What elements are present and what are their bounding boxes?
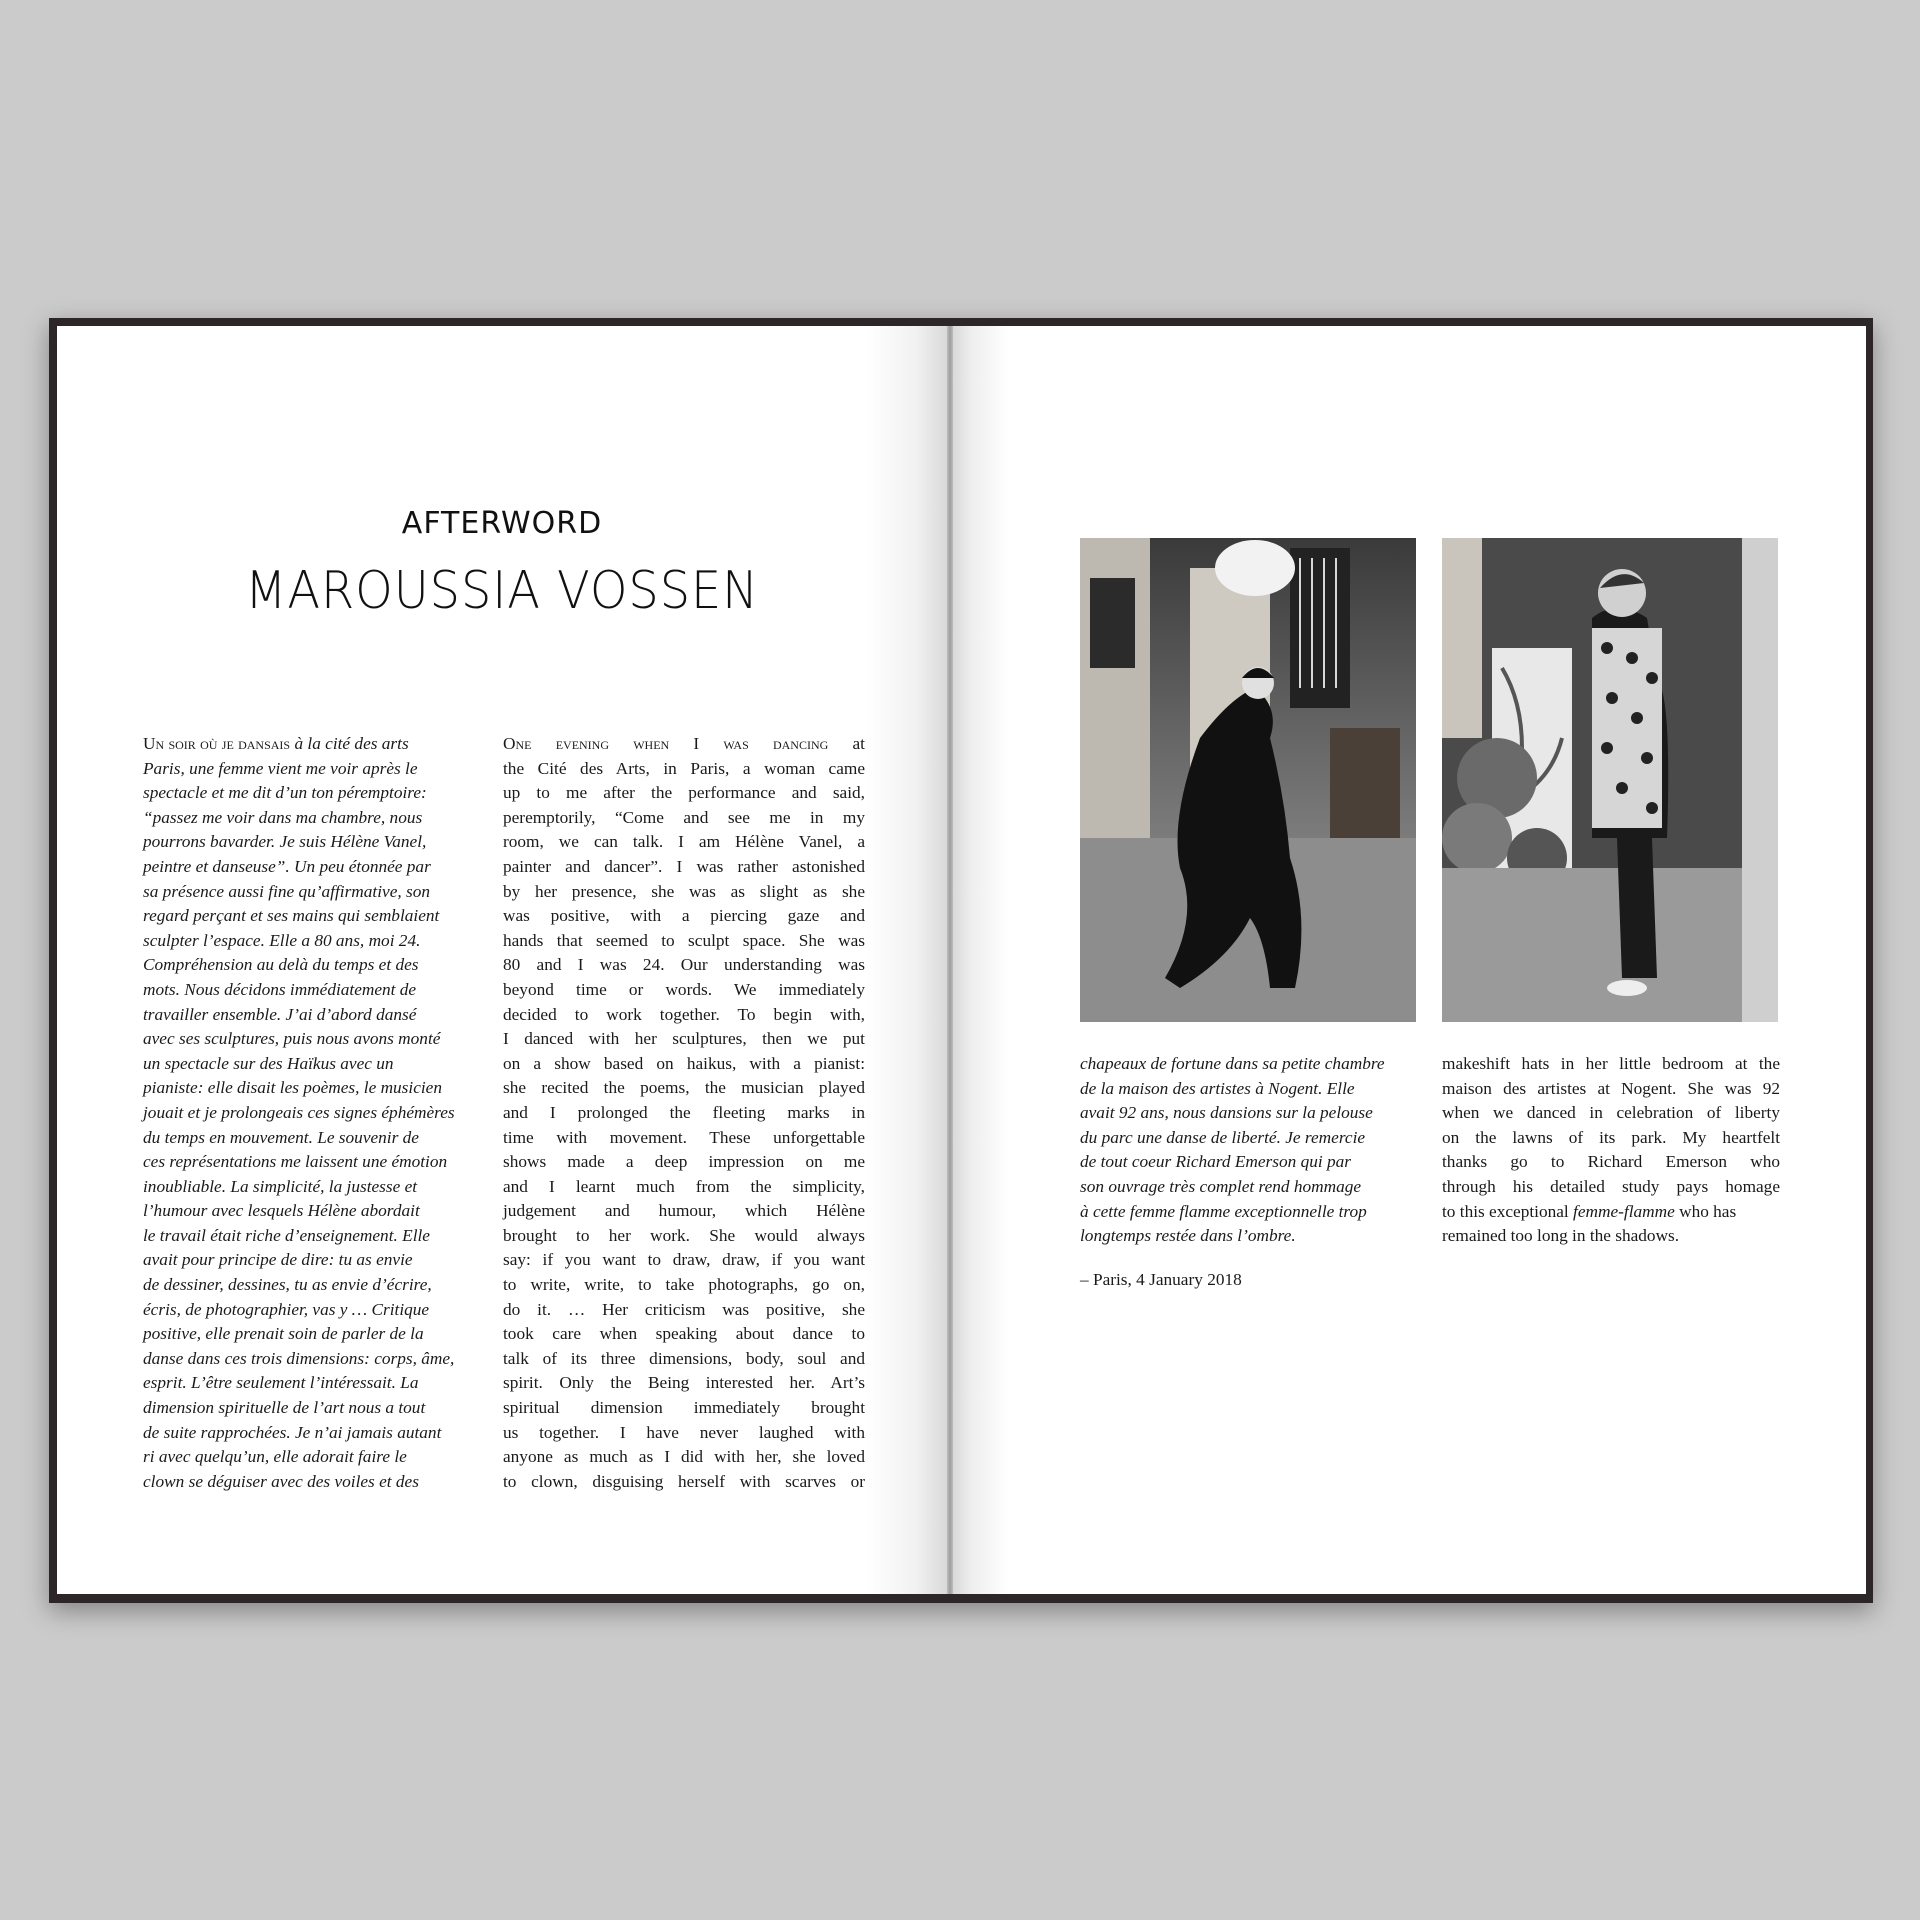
text-line: 80 and I was 24. Our understanding was: [503, 955, 865, 975]
text-line: shows made a deep impression on me: [503, 1152, 865, 1172]
text-line: room, we can talk. I am Hélène Vanel, a: [503, 832, 865, 852]
text-line: through his detailed study pays homage: [1442, 1176, 1780, 1196]
text-line: time with movement. These unforgettable: [503, 1127, 865, 1147]
text-line: talk of its three dimensions, body, soul and: [503, 1348, 865, 1368]
text-line: painter and dancer”. I was rather astonished: [503, 856, 865, 876]
text-line: spiritual dimension immediately brought: [503, 1398, 865, 1418]
text-line: thanks go to Richard Emerson who: [1442, 1152, 1780, 1172]
photo-dancer: [1080, 538, 1416, 1022]
english-column-right: [1442, 1052, 1780, 1249]
text-line: son ouvrage très complet rend hommage: [1080, 1176, 1362, 1196]
text-line: spirit. Only the Being interested her. Art’s: [503, 1373, 865, 1393]
french-column-right: [1080, 1052, 1410, 1249]
text-line: makeshift hats in her little bedroom at the: [1442, 1054, 1780, 1073]
drop-lead: Un soir où je dansais: [143, 734, 291, 753]
text-line: Paris, une femme vient me voir après le: [143, 758, 418, 778]
text-line: chapeaux de fortune dans sa petite chambre: [1080, 1054, 1385, 1073]
text-line: ri avec quelqu’un, elle adorait faire le: [143, 1447, 407, 1467]
text-line: esprit. L’être seulement l’intéressait. La: [143, 1373, 419, 1393]
text-line: peintre et danseuse”. Un peu étonnée par: [143, 856, 431, 876]
text-line: hands that seemed to sculpt space. She was: [503, 930, 865, 950]
text-line: up to me after the performance and said,: [503, 783, 865, 803]
text-line: One evening when I was dancing at: [503, 734, 865, 753]
drop-lead: One evening when I was dancing: [503, 734, 829, 753]
text-line: Compréhension au delà du temps et des: [143, 955, 419, 975]
text-line: un spectacle sur des Haïkus avec un: [143, 1053, 394, 1073]
text-line: longtemps restée dans l’ombre.: [1080, 1226, 1296, 1246]
text-line: “passez me voir dans ma chambre, nous: [143, 807, 423, 827]
text-line: inoubliable. La simplicité, la justesse et: [143, 1176, 418, 1196]
text-line: to clown, disguising herself with scarves or: [503, 1471, 865, 1491]
text-line: mots. Nous décidons immédiatement de: [143, 979, 417, 999]
author-name: MAROUSSIA VOSSEN: [245, 561, 759, 621]
french-column-left: [143, 732, 455, 1494]
text-line: avec ses sculptures, puis nous avons monté: [143, 1029, 441, 1049]
right-page: [953, 326, 1866, 1594]
text-line: brought to her work. She would always: [503, 1225, 865, 1245]
text-line: du temps en mouvement. Le souvenir de: [143, 1127, 419, 1147]
text-line: anyone as much as I did with her, she loved: [503, 1447, 865, 1467]
text-line: and I prolonged the fleeting marks in: [503, 1102, 865, 1122]
text-line: maison des artistes at Nogent. She was 92: [1442, 1078, 1780, 1098]
english-column-left: [503, 732, 865, 1494]
text-line: sculpter l’espace. Elle a 80 ans, moi 24.: [143, 930, 421, 950]
text-line: le travail était riche d’enseignement. Elle: [143, 1225, 430, 1245]
text-line: by her presence, she was as slight as she: [503, 881, 865, 901]
text-line: écris, de photographier, vas y … Critique: [143, 1299, 430, 1319]
text-line: jouait et je prolongeais ces signes éphémères: [143, 1102, 455, 1122]
text-line: de la maison des artistes à Nogent. Elle: [1080, 1078, 1355, 1098]
text-line: sa présence aussi fine qu’affirmative, son: [143, 881, 431, 901]
left-page: [57, 326, 947, 1594]
text-line: Un soir où je dansais à la cité des arts: [143, 734, 409, 753]
text-line: when we danced in celebration of liberty: [1442, 1103, 1780, 1123]
text-line: I danced with her sculptures, then we put: [503, 1029, 865, 1049]
text-line: danse dans ces trois dimensions: corps, âme,: [143, 1348, 455, 1368]
text-line: de tout coeur Richard Emerson qui par: [1080, 1152, 1352, 1172]
text-line: decided to work together. To begin with,: [503, 1004, 865, 1024]
text-line: judgement and humour, which Hélène: [503, 1201, 865, 1221]
text-line: clown se déguiser avec des voiles et des: [143, 1471, 419, 1491]
text-line: and I learnt much from the simplicity,: [503, 1176, 865, 1196]
text-line: to this exceptional femme-flamme who has: [1442, 1201, 1737, 1221]
text-line: regard perçant et ses mains qui semblaient: [143, 906, 440, 926]
text-line: took care when speaking about dance to: [503, 1324, 865, 1344]
text-line: avait pour principe de dire: tu as envie: [143, 1250, 413, 1270]
text-line: à cette femme flamme exceptionnelle trop: [1080, 1201, 1367, 1221]
text-line: du parc une danse de liberté. Je remercie: [1080, 1127, 1366, 1147]
text-line: say: if you want to draw, draw, if you want: [503, 1250, 865, 1270]
text-line: the Cité des Arts, in Paris, a woman came: [503, 758, 865, 778]
text-line: dimension spirituelle de l’art nous a tout: [143, 1398, 426, 1418]
signoff: – Paris, 4 January 2018: [1080, 1270, 1242, 1289]
text-line: pourrons bavarder. Je suis Hélène Vanel,: [143, 832, 427, 852]
text-line: travailler ensemble. J’ai d’abord dansé: [143, 1004, 417, 1024]
text-line: she recited the poems, the musician played: [503, 1078, 865, 1098]
photo-woman-with-flowers: [1442, 538, 1778, 1022]
text-line: ces représentations me laissent une émotion: [143, 1152, 448, 1172]
text-line: l’humour avec lesquels Hélène abordait: [143, 1201, 420, 1221]
text-line: on a show based on haikus, with a pianist:: [503, 1053, 865, 1073]
text-line: avait 92 ans, nous dansions sur la pelouse: [1080, 1103, 1373, 1123]
text-line: pianiste: elle disait les poèmes, le musicien: [143, 1078, 442, 1098]
text-line: on the lawns of its park. My heartfelt: [1442, 1127, 1780, 1147]
text-line: peremptorily, “Come and see me in my: [503, 807, 865, 827]
text-line: us together. I have never laughed with: [503, 1422, 865, 1442]
text-line: beyond time or words. We immediately: [503, 979, 865, 999]
text-line: spectacle et me dit d’un ton péremptoire:: [143, 783, 427, 803]
text-line: de dessiner, dessines, tu as envie d’écrire,: [143, 1275, 432, 1295]
section-label: AFTERWORD: [401, 506, 603, 541]
text-line: remained too long in the shadows.: [1442, 1226, 1680, 1246]
text-line: to write, write, to take photographs, go on,: [503, 1275, 865, 1295]
text-line: was positive, with a piercing gaze and: [503, 906, 865, 926]
text-line: positive, elle prenait soin de parler de la: [143, 1324, 424, 1344]
text-line: de suite rapprochées. Je n’ai jamais autant: [143, 1422, 442, 1442]
text-line: do it. … Her criticism was positive, she: [503, 1299, 865, 1319]
